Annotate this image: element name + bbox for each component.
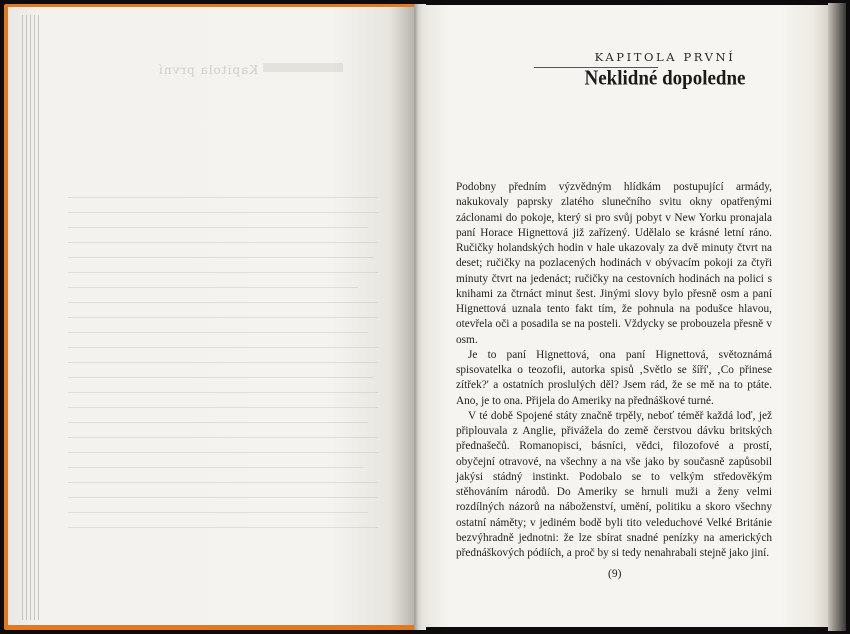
show-through-line xyxy=(68,467,363,468)
show-through-title-shadow xyxy=(263,63,343,72)
book-outer-edge xyxy=(828,3,846,631)
show-through-line xyxy=(68,272,378,273)
show-through-line xyxy=(68,212,378,213)
show-through-line xyxy=(68,362,378,363)
show-through-line xyxy=(68,302,378,303)
page-edge-lines xyxy=(22,15,42,620)
show-through-line xyxy=(68,347,378,348)
left-page xyxy=(8,7,414,625)
show-through-line xyxy=(68,497,378,498)
body-text xyxy=(456,180,772,561)
show-through-line xyxy=(68,257,373,258)
show-through-line xyxy=(68,407,378,408)
paragraph: Je to paní Hignettová, ona paní Hignettová, světoznámá spisovatelka o teozofii, autorka spisů ‚Světlo se šíří', ‚Co přinese zítřek?' a ostatních proslulých děl? Jsem rád, že se mě na to ptáte. Ano, je to ona. Přijela do Ameriky na přednáškové turné. xyxy=(456,348,772,407)
show-through-line xyxy=(68,512,368,513)
paragraph: V té době Spojené státy značně trpěly, neboť téměř každá loď, jež připlouvala z Anglie, přivážela do země čerstvou dávku britských přednašečů. Romanopisci, básníci, vědci, filozofové a prostí, obyčejní otravové, na všechny a na vše jako by současně zapůsobil jakýsi stádný instinkt. Podobalo se to velkým středověkým stěhováním národů. Do Ameriky se hrnuli muži a ženy velmi rozdílných názorů na náboženství, umění, politiku a skoro všechny ostatní náměty; v jediném bodě byli tito veleduchové Velké Británie bezvýhradně jednotni: že lze sbírat snadné penízky na amerických přednáškových pódiích, a proč by si tedy nenahrabali stejně jako jiní. xyxy=(456,409,772,559)
chapter-label: KAPITOLA PRVNÍ xyxy=(594,50,736,64)
page-number: (9) xyxy=(608,568,622,580)
show-through-line xyxy=(68,422,368,423)
show-through-title: Kapitola první xyxy=(158,63,259,77)
show-through-line xyxy=(68,437,378,438)
right-page xyxy=(424,5,830,627)
show-through-line xyxy=(68,527,378,528)
show-through-line xyxy=(68,242,378,243)
paragraph: Podobny předním výzvědným hlídkám postupující armády, nakukovaly paprsky zlatého slunečního svitu okny opatřenými záclonami do pokoje, který si pro svůj pobyt v New Yorku pronajala paní Horace Hignettová již zařízený. Udělalo se krásné letní ráno. Ručičky holandských hodin v hale ukazovaly za dvě minuty čtvrt na deset; ručičky na pozlacených hodinách v obývacím pokoji za čtyři minuty čtvrt na jedenáct; ručičky na cestovních hodinách na polici s knihami za čtrnáct minut šest. Jinými slovy bylo přesně osm a paní Hignettová uznala tento fakt tím, že pohnula na podušce hlavou, otevřela oči a posadila se na posteli. Vždycky se probouzela přesně v osm. xyxy=(456,181,772,346)
show-through-line xyxy=(68,482,378,483)
show-through-line xyxy=(68,197,378,198)
show-through-line xyxy=(68,227,368,228)
show-through-line xyxy=(68,452,378,453)
show-through-line xyxy=(68,287,358,288)
show-through-line xyxy=(68,392,378,393)
show-through-line xyxy=(68,377,373,378)
show-through-line xyxy=(68,317,378,318)
chapter-title: Neklidné dopoledne xyxy=(584,66,746,91)
show-through-line xyxy=(68,332,368,333)
